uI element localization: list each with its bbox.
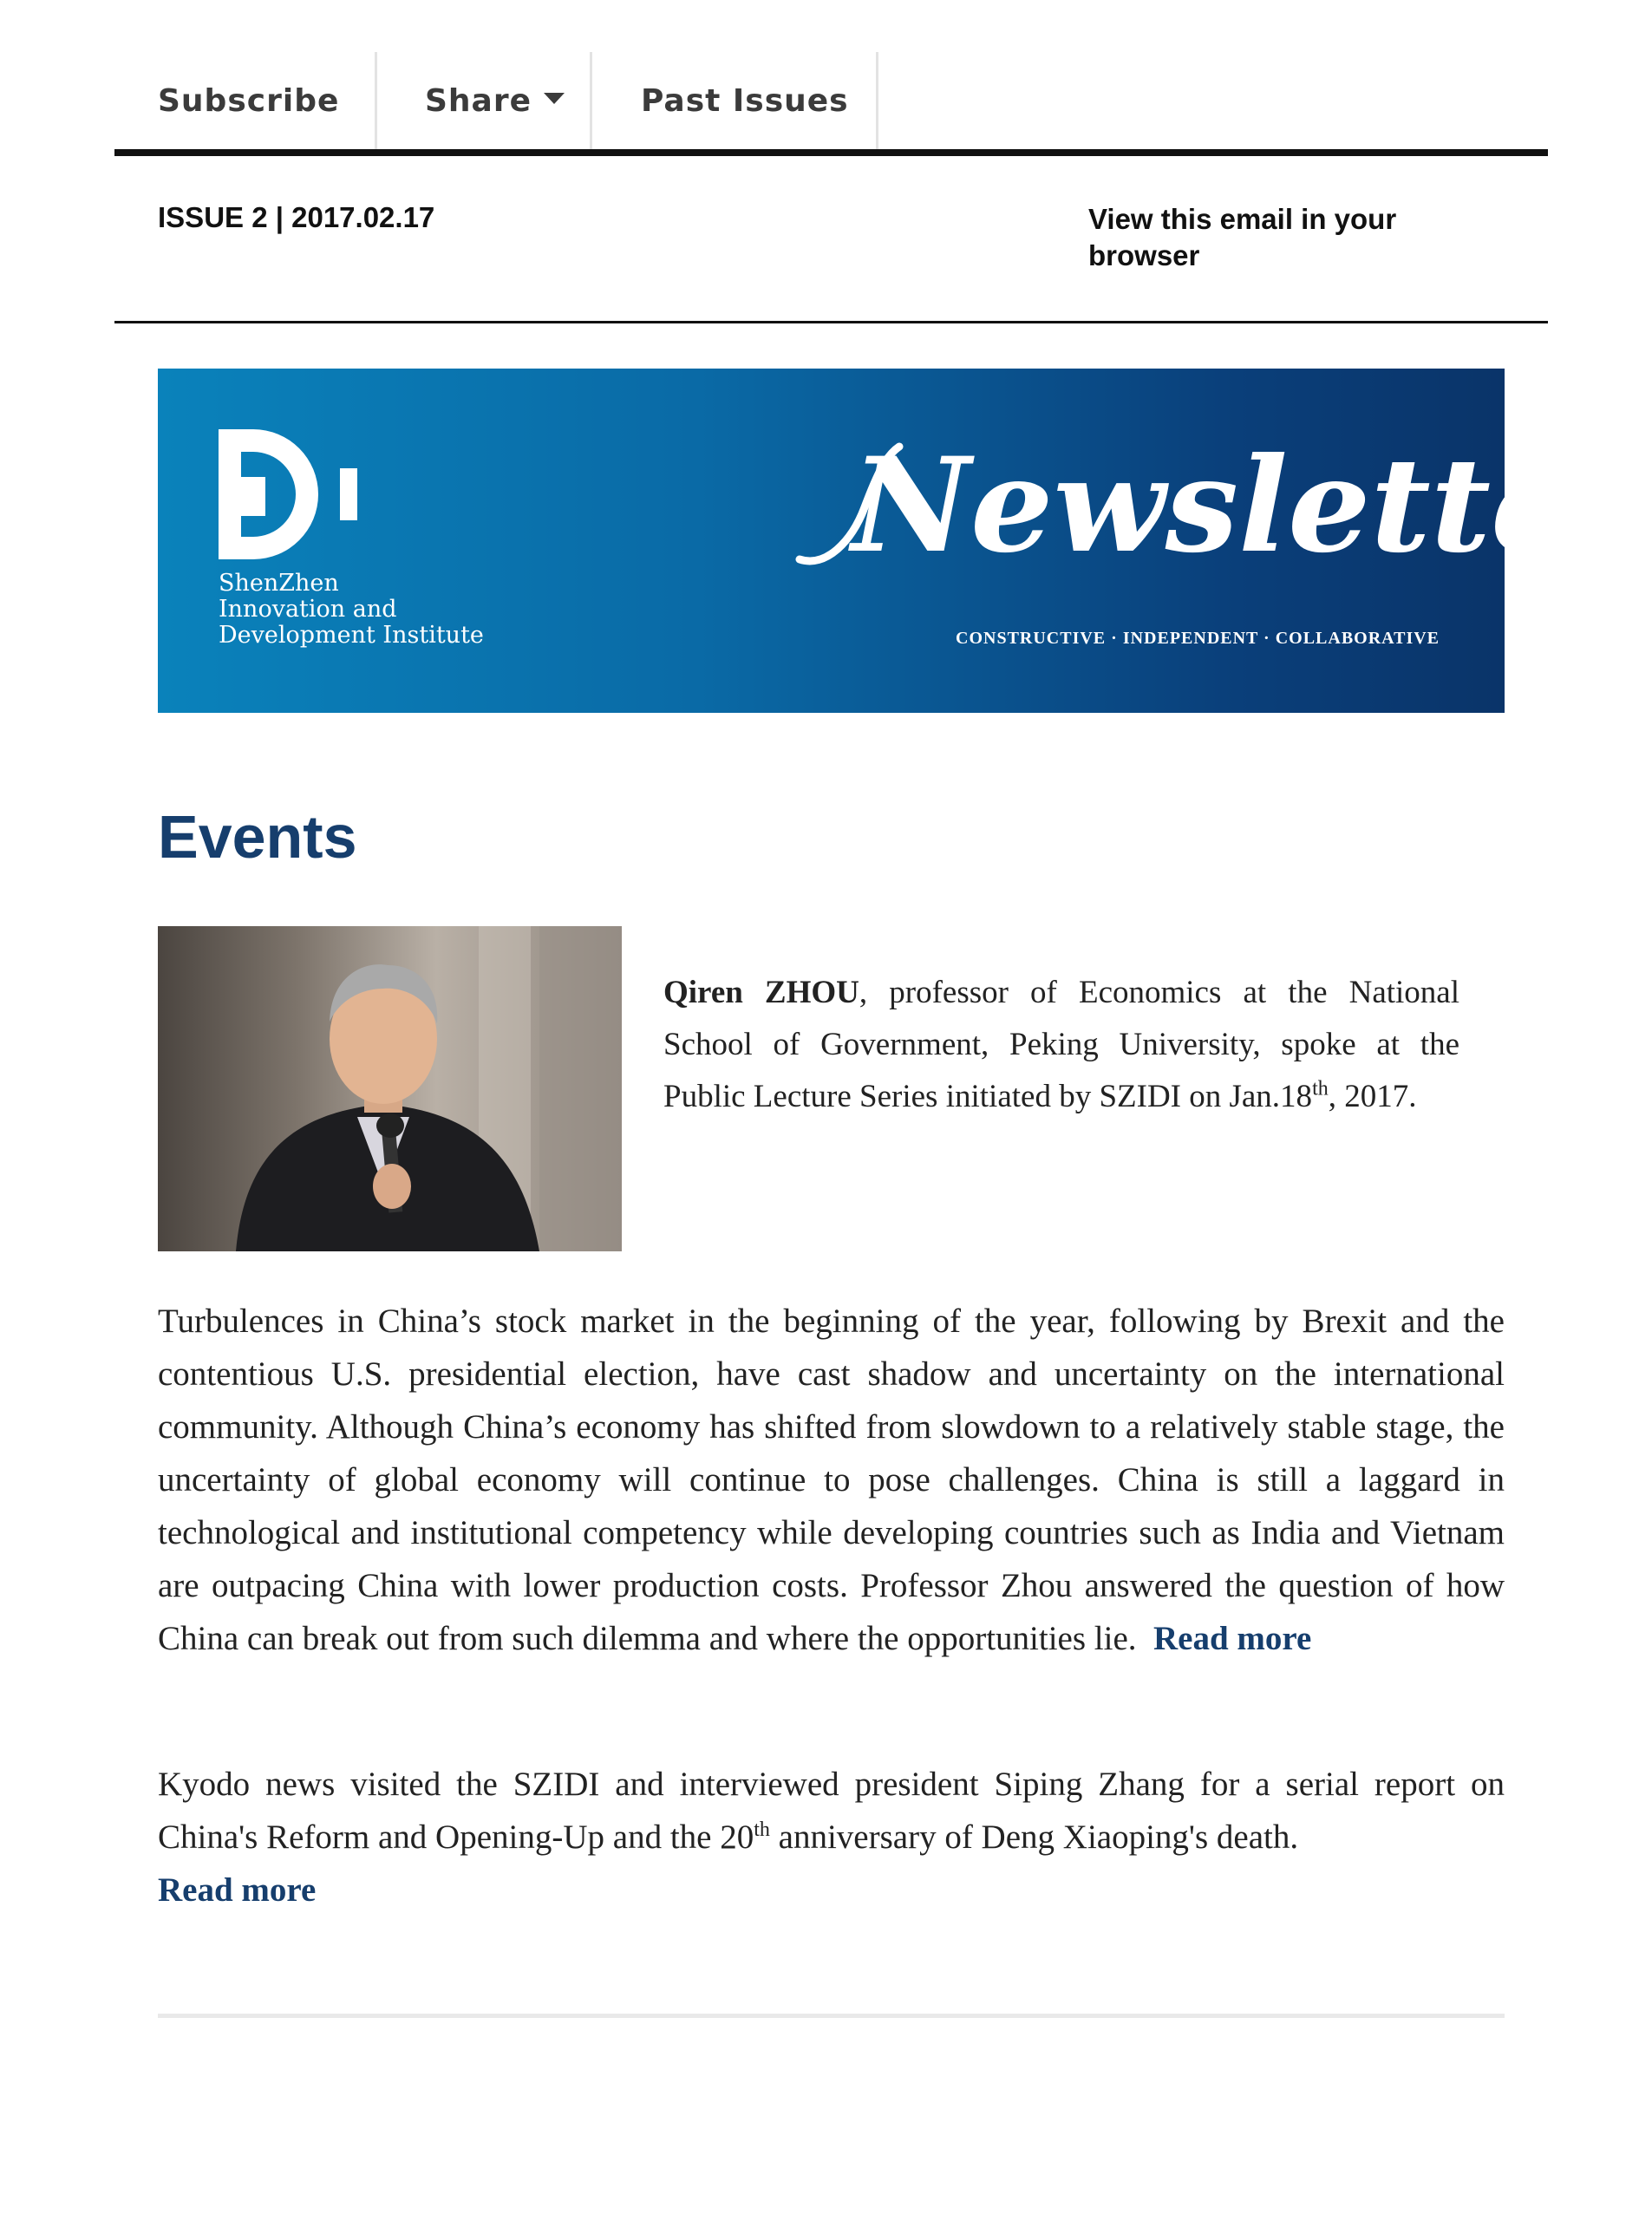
header-divider [114,321,1548,323]
event-paragraph [158,1295,1505,1665]
newsletter-title [791,429,1642,582]
banner-tagline: CONSTRUCTIVE · INDEPENDENT · COLLABORATIVE [956,629,1440,648]
view-in-browser-link[interactable]: View this email in your browser [1088,203,1397,271]
newsletter-banner [158,369,1642,713]
paragraph-text: Turbulences in China’s stock market in the beginning of the year, following by Brexit and the contentious U.S. presidential election, have cast shadow and uncertainty on the international community. Although China’s economy has shifted from slowdown to a relatively stable stage, the uncertainty of global economy will continue to pose challenges. China is still a laggard in technological and institutional competency while developing countries such as India and Vietnam are outpacing China with lower production costs. Professor Zhou answered the question of how China can break out from such dilemma and where the opportunities lie. [158,1303,1505,1657]
person-icon [158,926,622,1251]
nav-divider [876,52,878,149]
org-line: ShenZhen [219,570,339,597]
read-more-link[interactable]: Read more [158,1871,317,1909]
event-intro [663,967,1459,1123]
share-dropdown[interactable] [425,52,565,149]
past-issues-label: Past Issues [641,82,849,119]
ordinal-suffix: th [754,1818,770,1841]
org-line: Innovation and [219,596,397,623]
org-line: Development Institute [219,622,484,649]
read-more-link[interactable]: Read more [1153,1620,1312,1657]
org-name [219,571,484,649]
szidi-logo-icon [219,429,366,559]
ordinal-suffix: th [1312,1077,1329,1100]
share-label: Share [425,82,532,119]
intro-date: , 2017. [1328,1079,1417,1114]
paragraph-text: Kyodo news visited the SZIDI and interviewed president Siping Zhang for a serial report on China's Reform and Opening-Up and the 20 [158,1766,1505,1856]
past-issues-link[interactable] [641,52,849,149]
section-title: Events [158,803,357,871]
subscribe-label: Subscribe [158,82,340,119]
speaker-name: Qiren ZHOU [663,975,859,1010]
issue-label: ISSUE 2 | 2017.02.17 [158,201,435,233]
nav-divider [590,52,592,149]
intro-text: , professor of Economics at the National School of Government, Peking University, spoke at the Public Lecture Series initiated by SZIDI on Jan.18 [663,975,1460,1114]
header-rule [114,149,1548,156]
event-paragraph [158,1758,1505,1916]
top-nav [114,52,1548,149]
section-divider [158,2014,1505,2018]
subscribe-link[interactable] [158,52,339,149]
newsletter-word: Newsletter [852,429,1642,582]
speaker-photo [158,926,622,1251]
chevron-down-icon [544,93,565,104]
paragraph-text: anniversary of Deng Xiaoping's death. [769,1818,1299,1856]
nav-divider [375,52,377,149]
